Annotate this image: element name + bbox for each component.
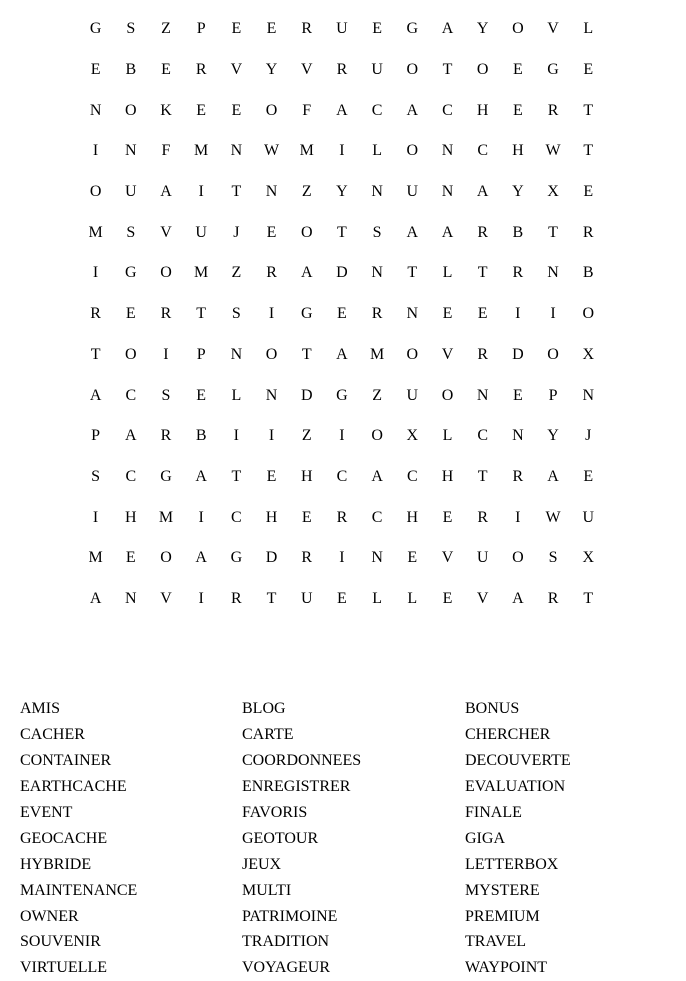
word-list-item: FAVORIS [242,804,308,821]
grid-cell: N [230,142,243,160]
grid-row [78,375,606,416]
grid-cell: U [300,589,313,607]
grid-cell: N [406,305,419,323]
grid-cell: O [265,345,278,363]
grid-cell: S [91,467,101,485]
grid-cell: T [231,183,242,201]
grid-cell: U [195,223,207,241]
grid-cell: R [547,101,559,119]
grid-cell: Z [372,386,382,404]
grid-cell: A [441,20,454,38]
grid-cell: E [90,61,101,79]
grid-cell: R [90,305,101,323]
grid-cell: T [196,305,207,323]
grid-cell: Y [547,427,559,445]
word-list-item: LETTERBOX [465,855,559,873]
grid-cell: O [265,101,278,119]
grid-row [78,416,606,457]
grid-cell: P [548,386,558,404]
grid-cell: V [441,345,454,363]
grid-cell: Z [161,20,171,38]
grid-cell: I [268,427,275,445]
grid-row [78,90,606,131]
grid-cell: V [160,223,172,241]
grid-cell: R [477,508,488,526]
grid-cell: G [300,305,313,323]
grid-cell: D [300,386,313,404]
word-list-item: FINALE [465,804,522,821]
grid-cell: E [372,20,382,38]
grid-cell: T [583,142,594,160]
word-list-item: ENREGISTRER [242,778,351,796]
grid-cell: M [88,549,103,567]
grid-cell: V [230,61,243,79]
grid-cell: C [371,508,383,526]
grid-cell: E [477,305,488,323]
grid-cell: G [406,20,419,38]
grid-cell: G [547,61,559,79]
grid-cell: O [582,305,594,323]
grid-cell: N [265,183,278,201]
word-list-item: CACHER [20,726,85,744]
word-list-row [20,722,660,748]
grid-cell: A [125,427,137,445]
grid-cell: C [406,467,418,485]
word-list-item: BONUS [465,700,520,718]
grid-cell: C [231,508,242,526]
grid-cell: U [336,20,348,38]
grid-cell: X [582,345,594,363]
word-list-item: GEOCACHE [20,829,108,847]
grid-cell: T [477,264,488,282]
word-list-item: OWNER [20,907,79,925]
grid-cell: V [547,20,559,38]
grid-cell: N [371,183,383,201]
grid-cell: R [477,223,488,241]
word-list [20,696,660,981]
word-list-row [20,851,660,877]
word-list-item: MULTI [242,881,292,899]
grid-cell: A [371,467,383,485]
grid-cell: T [548,223,558,241]
grid-cell: I [92,264,99,282]
grid-cell: N [441,183,454,201]
grid-cell: A [336,101,348,119]
grid-cell: F [161,142,171,160]
grid-row [78,253,606,294]
grid-cell: C [125,386,137,404]
grid-cell: R [371,305,383,323]
word-list-item: TRADITION [242,933,330,951]
grid-cell: C [125,467,137,485]
grid-cell: U [125,183,137,201]
grid-cell: R [477,345,488,363]
grid-cell: N [125,142,137,160]
word-list-item: MYSTERE [465,881,540,899]
grid-cell: R [301,549,313,567]
grid-cell: B [125,61,137,79]
grid-cell: A [195,467,207,485]
word-list-row [20,929,660,955]
grid-cell: M [158,508,174,526]
grid-cell: E [442,589,453,607]
grid-cell: B [582,264,594,282]
word-list-item: PATRIMOINE [242,907,338,925]
word-list-item: COORDONNEES [242,752,362,770]
grid-cell: I [515,508,521,526]
grid-cell: V [160,589,172,607]
grid-cell: I [198,589,204,607]
grid-cell: R [512,467,524,485]
grid-row [78,497,606,538]
grid-cell: I [163,345,169,363]
grid-cell: C [442,101,453,119]
word-list-item: AMIS [20,700,61,718]
grid-cell: N [476,386,489,404]
word-list-row [20,903,660,929]
grid-cell: V [441,549,454,567]
grid-cell: E [583,61,594,79]
grid-row [78,538,606,579]
grid-cell: E [266,467,277,485]
grid-cell: H [512,142,524,160]
word-list-item: TRAVEL [465,933,527,951]
word-list-item: MAINTENANCE [20,881,138,899]
grid-cell: B [512,223,524,241]
grid-cell: E [125,549,136,567]
grid-cell: R [336,508,348,526]
grid-cell: A [512,589,524,607]
grid-cell: K [160,101,172,119]
grid-cell: E [125,305,136,323]
grid-cell: P [196,20,206,38]
grid-cell: X [547,183,559,201]
grid-cell: O [125,101,137,119]
grid-cell: L [442,264,453,282]
word-list-row [20,696,660,722]
grid-cell: N [371,264,383,282]
word-list-row [20,825,660,851]
grid-cell: F [302,101,312,119]
grid-cell: E [512,386,523,404]
grid-cell: U [406,386,419,404]
grid-cell: R [160,427,172,445]
grid-cell: A [300,264,313,282]
grid-cell: O [125,345,137,363]
grid-cell: I [92,142,99,160]
grid-cell: O [476,61,489,79]
grid-cell: Z [231,264,242,282]
grid-cell: E [196,386,207,404]
grid-cell: R [336,61,348,79]
grid-cell: S [126,20,136,38]
word-list-item: CONTAINER [20,752,112,770]
grid-cell: D [265,549,278,567]
word-list-item: EARTHCACHE [20,778,127,796]
grid-cell: I [339,427,345,445]
grid-cell: N [547,264,559,282]
word-list-item: VIRTUELLE [20,959,108,977]
grid-cell: T [231,467,242,485]
grid-cell: O [160,549,172,567]
word-list-item: DECOUVERTE [465,752,571,770]
grid-cell: M [299,142,314,160]
grid-cell: E [407,549,418,567]
grid-cell: Y [265,61,278,79]
grid-cell: Y [336,183,348,201]
grid-cell: N [265,386,278,404]
grid-cell: N [230,345,243,363]
grid-row [78,9,606,50]
grid-cell: O [371,427,383,445]
grid-cell: C [477,142,488,160]
grid-cell: T [583,101,594,119]
grid-cell: A [89,589,102,607]
grid-cell: I [233,427,239,445]
grid-cell: W [545,508,561,526]
grid-cell: A [336,345,348,363]
grid-cell: A [441,223,454,241]
grid-cell: E [231,20,242,38]
grid-cell: R [160,305,172,323]
grid-cell: I [339,142,345,160]
grid-cell: E [442,508,453,526]
grid-cell: A [547,467,559,485]
grid-cell: O [406,142,419,160]
grid-cell: E [337,305,347,323]
grid-cell: I [198,183,204,201]
grid-cell: R [512,264,524,282]
grid-cell: E [337,589,347,607]
grid-cell: P [196,345,206,363]
grid-cell: Z [301,183,312,201]
grid-cell: L [407,589,418,607]
grid-cell: X [582,549,594,567]
grid-cell: B [195,427,207,445]
grid-cell: D [336,264,348,282]
grid-cell: R [266,264,277,282]
grid-cell: A [89,386,102,404]
word-list-item: BLOG [242,700,286,718]
grid-cell: N [582,386,594,404]
letter-grid [78,9,606,619]
grid-cell: S [231,305,241,323]
grid-cell: E [442,305,453,323]
grid-cell: Y [476,20,489,38]
grid-cell: N [125,589,137,607]
grid-cell: G [230,549,243,567]
grid-cell: L [442,427,453,445]
word-list-row [20,955,660,981]
grid-row [78,294,606,335]
grid-cell: R [582,223,594,241]
grid-cell: O [160,264,172,282]
grid-cell: S [372,223,382,241]
grid-cell: H [265,508,278,526]
grid-cell: O [406,345,419,363]
grid-cell: O [547,345,559,363]
grid-cell: E [231,101,242,119]
grid-cell: V [300,61,313,79]
grid-cell: R [231,589,242,607]
word-list-row [20,800,660,826]
word-list-item: CHERCHER [465,726,551,744]
word-list-row [20,748,660,774]
grid-cell: X [406,427,419,445]
grid-cell: O [89,183,102,201]
grid-cell: A [406,101,419,119]
grid-cell: V [476,589,489,607]
grid-cell: U [371,61,383,79]
grid-cell: T [90,345,101,363]
grid-cell: U [406,183,419,201]
grid-cell: R [547,589,559,607]
grid-cell: L [372,142,382,160]
grid-row [78,131,606,172]
grid-cell: D [512,345,524,363]
grid-cell: C [336,467,348,485]
grid-cell: H [125,508,137,526]
grid-cell: O [441,386,454,404]
grid-cell: Z [301,427,312,445]
grid-cell: E [266,20,277,38]
word-list-item: GEOTOUR [242,829,319,847]
grid-cell: A [476,183,489,201]
grid-cell: I [515,305,521,323]
grid-cell: U [582,508,594,526]
grid-cell: E [583,183,594,201]
grid-cell: N [371,549,383,567]
grid-cell: E [512,61,523,79]
grid-cell: A [160,183,172,201]
grid-row [78,172,606,213]
grid-cell: H [406,508,419,526]
word-list-item: WAYPOINT [465,959,548,977]
grid-row [78,457,606,498]
grid-cell: S [161,386,171,404]
word-list-row [20,877,660,903]
grid-cell: M [369,345,385,363]
grid-cell: E [161,61,171,79]
grid-cell: T [407,264,418,282]
grid-cell: J [585,427,592,445]
grid-cell: R [195,61,207,79]
grid-cell: E [266,223,277,241]
grid-cell: O [512,549,524,567]
grid-cell: C [477,427,488,445]
grid-cell: G [125,264,137,282]
word-list-item: CARTE [242,726,294,744]
grid-cell: H [476,101,489,119]
word-list-item: EVENT [20,804,73,821]
grid-cell: E [196,101,207,119]
word-list-item: EVALUATION [465,778,566,796]
word-list-item: HYBRIDE [20,855,92,873]
grid-cell: Y [512,183,524,201]
grid-row [78,212,606,253]
grid-cell: T [583,589,594,607]
grid-cell: T [337,223,347,241]
grid-row [78,335,606,376]
grid-cell: I [268,305,275,323]
grid-cell: M [194,264,209,282]
grid-cell: N [89,101,102,119]
grid-row [78,579,606,620]
grid-cell: W [263,142,280,160]
grid-cell: U [476,549,489,567]
word-list-row [20,774,660,800]
word-list-item: JEUX [242,855,282,873]
grid-cell: P [91,427,101,445]
grid-cell: T [301,345,312,363]
grid-cell: E [512,101,523,119]
grid-cell: O [406,61,419,79]
grid-cell: W [545,142,561,160]
grid-cell: C [371,101,383,119]
grid-cell: A [406,223,419,241]
grid-cell: L [231,386,242,404]
grid-cell: I [92,508,99,526]
grid-cell: G [160,467,172,485]
grid-cell: G [89,20,102,38]
grid-cell: J [233,223,240,241]
grid-cell: H [300,467,313,485]
grid-cell: O [300,223,313,241]
word-list-item: VOYAGEUR [242,959,330,977]
grid-cell: E [301,508,312,526]
grid-cell: O [512,20,524,38]
grid-cell: S [126,223,136,241]
grid-cell: N [512,427,524,445]
grid-row [78,50,606,91]
grid-cell: M [88,223,103,241]
grid-cell: R [301,20,313,38]
grid-cell: L [372,589,382,607]
grid-cell: T [477,467,488,485]
grid-cell: M [194,142,209,160]
grid-cell: I [339,549,345,567]
grid-cell: G [336,386,348,404]
grid-cell: N [441,142,454,160]
grid-cell: E [583,467,594,485]
word-list-item: PREMIUM [465,907,540,925]
grid-cell: T [266,589,277,607]
grid-cell: H [441,467,454,485]
grid-cell: A [195,549,207,567]
grid-cell: S [548,549,558,567]
grid-cell: T [442,61,453,79]
grid-cell: L [583,20,594,38]
word-list-item: SOUVENIR [20,933,101,951]
word-list-item: GIGA [465,829,505,847]
grid-cell: I [550,305,556,323]
grid-cell: I [198,508,204,526]
